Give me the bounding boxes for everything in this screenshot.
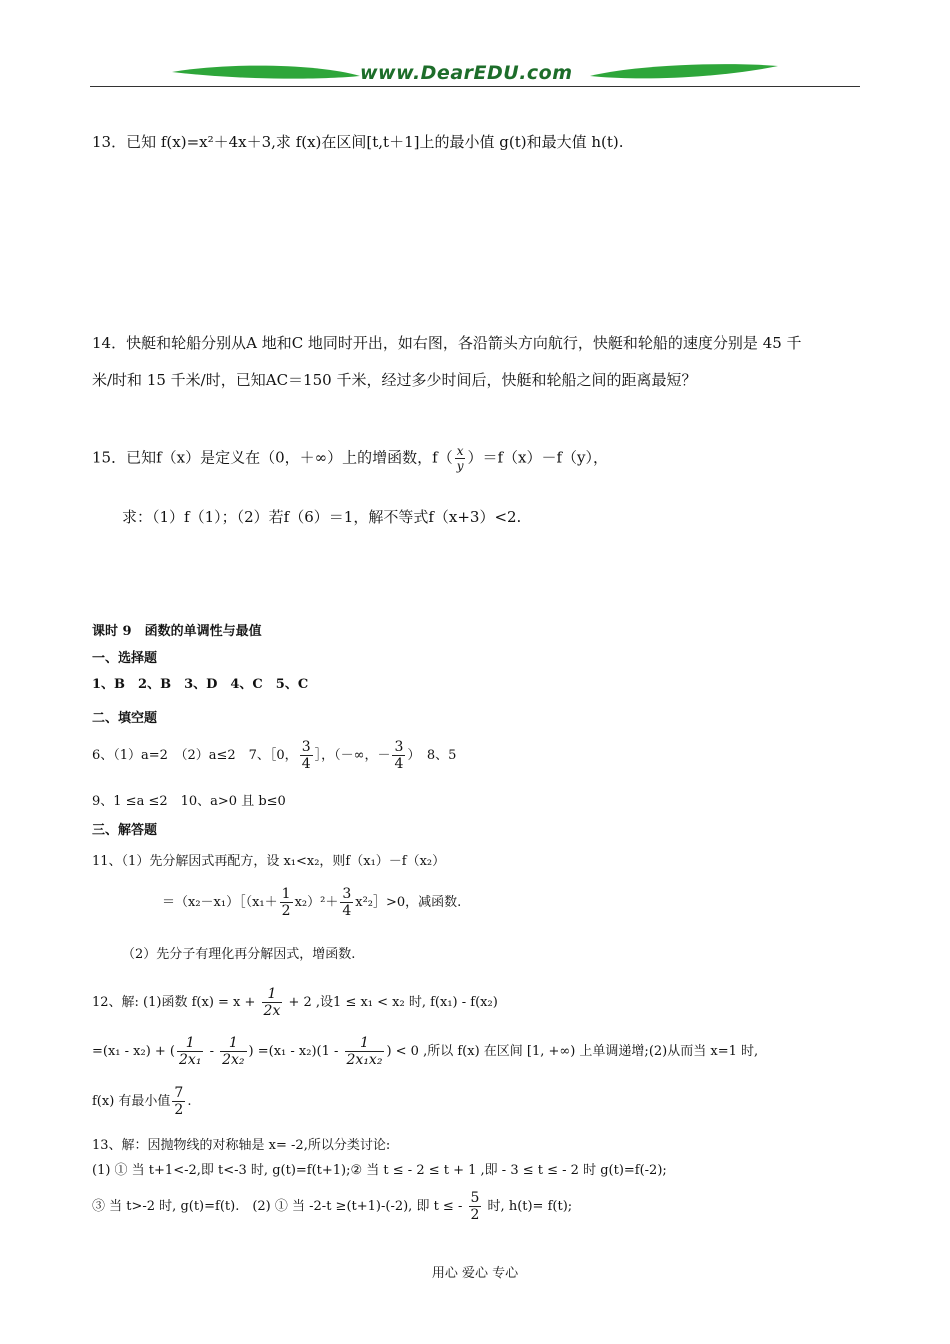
frac-num: 1 [281,886,291,902]
question-14-line2: 米/时和 15 千米/时，已知AC＝150 千米，经过多少时间后，快艇和轮船之间的距离最短？ [92,371,697,389]
frac-den: 2 [281,903,291,919]
q15-text-b: ）＝f（x）－f（y）， [467,448,609,467]
a13-l3-text-b: 时, h(t)= f(t); [483,1199,573,1214]
a11-fraction-2 [340,886,353,919]
header-divider [90,86,860,87]
frac-num: 3 [342,886,352,902]
a13-fraction [469,1190,482,1223]
frac-num: 1 [262,986,283,1003]
frac-den: 4 [394,756,404,772]
page-footer: 用心 爱心 专心 [431,1266,519,1281]
a12-fraction-x1x2 [345,1035,385,1068]
answer-12-line2 [92,1035,758,1068]
q15-frac-num: x [456,444,464,458]
fill7-fraction-1 [300,739,313,772]
frac-num: 1 [345,1035,385,1052]
a12-l2-text-a: =(x₁ - x₂) + ( [92,1044,176,1059]
a12-l2-text-b: ) =(x₁ - x₂)(1 - [248,1044,343,1059]
a12-fraction-min [172,1085,185,1118]
fill6-text-b: ］，（－∞，－ [314,748,391,763]
answer-13-line2: (1) ① 当 t+1<-2,即 t<-3 时, g(t)=f(t+1);② 当 t ≤ - 2 ≤ t + 1 ,即 - 3 ≤ t ≤ - 2 时 g(t)=f(-2); [92,1163,667,1178]
a12-l2-text-c: ) < 0 ,所以 f(x) 在区间 [1, +∞) 上单调递增;(2)从而当 x=1 时, [386,1044,759,1059]
section-solve-heading: 三、解答题 [92,823,158,838]
fill-answers-6-8 [92,739,456,772]
frac-num: 3 [394,739,404,755]
section-fill-heading: 二、填空题 [92,711,158,726]
frac-den: 2x₂ [222,1052,245,1068]
a13-l3-text-a: ③ 当 t>-2 时, g(t)=f(t). (2) ① 当 -2-t ≥(t+1)-(-2), 即 t ≤ - [92,1199,467,1214]
choice-answers: 1、B 2、B 3、D 4、C 5、C [92,677,309,692]
a12-l1-text-a: 12、解: (1)函数 f(x) = x + [92,995,260,1010]
question-13: 13．已知 f(x)=x²＋4x＋3,求 f(x)在区间[t,t＋1]上的最小值 g(t)和最大值 h(t). [92,133,624,151]
a11-fraction-1 [280,886,293,919]
frac-num: 3 [301,739,311,755]
answer-11-line2 [162,886,461,919]
answer-11-line1: 11、（1）先分解因式再配方，设 x₁<x₂，则f（x₁）－f（x₂） [92,854,446,869]
frac-num: 1 [177,1035,203,1052]
a12-l1-text-b: + 2 ,设1 ≤ x₁ < x₂ 时, f(x₁) - f(x₂) [284,995,498,1010]
a12-l3-text-b: . [187,1094,192,1109]
frac-den: 2 [470,1207,480,1223]
a12-fraction-x1 [177,1035,203,1068]
answer-12-line1 [92,986,498,1019]
a12-l2-minus: - [205,1044,219,1059]
a12-fraction-1x [262,986,283,1019]
q15-frac-den: y [456,459,464,473]
question-15-line1 [92,444,608,473]
answers-title: 课时 9 函数的单调性与最值 [92,624,262,639]
a11-text-b: x₂）²＋ [294,895,339,910]
question-15-line2: 求：（1）f（1）；（2）若f（6）＝1，解不等式f（x+3）<2. [122,508,522,526]
frac-den: 2x [263,1003,281,1019]
a11-text-a: ＝（x₂－x₁）［（x₁＋ [162,895,278,910]
frac-num: 5 [470,1190,480,1206]
site-logo-text[interactable]: www.DearEDU.com [360,62,573,84]
question-14-line1: 14．快艇和轮船分别从A 地和C 地同时开出，如右图，各沿箭头方向航行，快艇和轮船的速度分别是 45 千 [92,334,802,352]
a11-text-c: x²₂］>0，减函数. [355,895,462,910]
frac-den: 4 [301,756,311,772]
fill6-text-a: 6、（1）a=2 （2）a≤2 7、［0， [92,748,298,763]
frac-num: 1 [220,1035,246,1052]
frac-den: 2x₁x₂ [346,1052,383,1068]
fill6-text-c: ） 8、5 [407,748,457,763]
q15-fraction [455,444,466,473]
answer-13-line3 [92,1190,572,1223]
frac-num: 7 [174,1085,184,1101]
frac-den: 4 [342,903,352,919]
frac-den: 2 [174,1102,184,1118]
a12-l3-text-a: f(x) 有最小值 [92,1094,171,1109]
answer-11-line3: （2）先分子有理化再分解因式，增函数. [122,947,356,962]
frac-den: 2x₁ [179,1052,202,1068]
answer-12-line3 [92,1085,191,1118]
fill-answers-9-10: 9、1 ≤a ≤2 10、a>0 且 b≤0 [92,794,286,809]
q15-text-a: 15．已知f（x）是定义在（0，＋∞）上的增函数，f（ [92,448,453,467]
a12-fraction-x2 [220,1035,246,1068]
section-choice-heading: 一、选择题 [92,651,158,666]
answer-13-line1: 13、解：因抛物线的对称轴是 x= -2,所以分类讨论: [92,1138,391,1153]
fill7-fraction-2 [392,739,405,772]
